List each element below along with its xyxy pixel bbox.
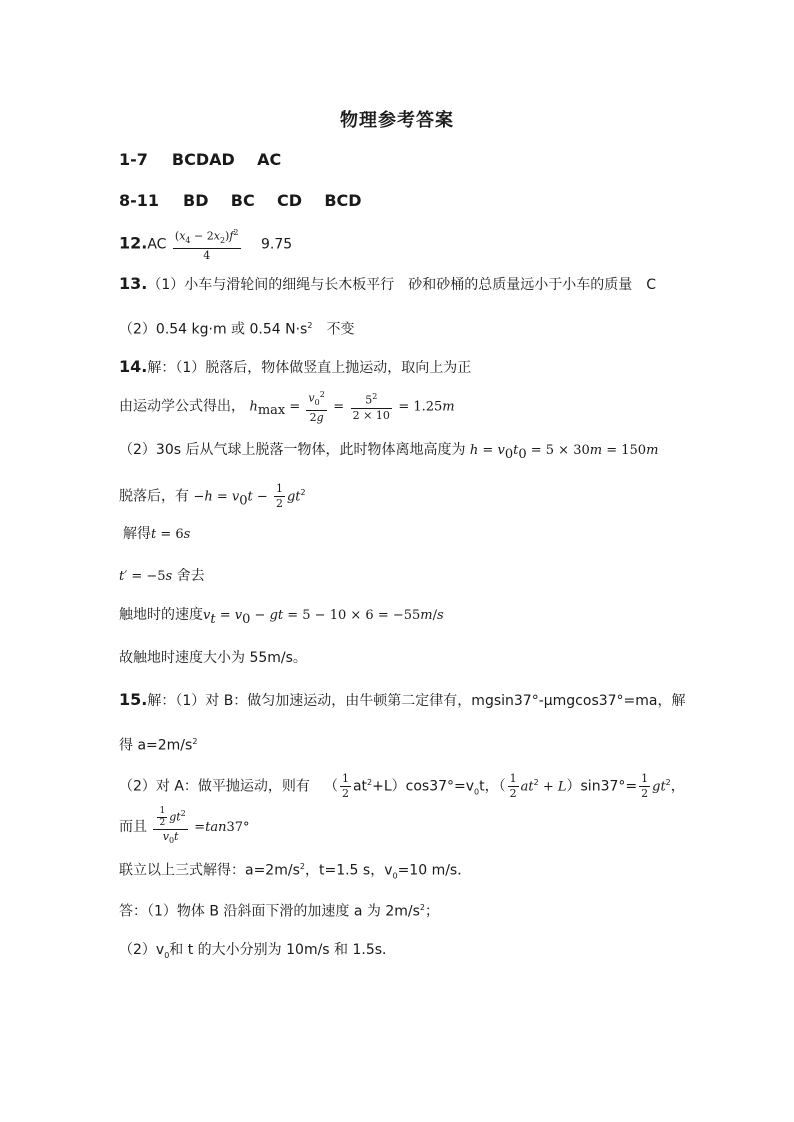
answer-14-line3: （2）30s 后从气球上脱落一物体，此时物体离地高度为 $h = v_0t_0 = 5 \times 30m = 150m$ [119,442,659,462]
formula-fraction: $\frac{1}{2}$ $gt^2$ $v_0t$ [153,806,187,848]
text: +L）cos37°=v [372,778,475,795]
question-label: 13. [119,274,148,293]
text: 砂和砂桶的总质量远小于小车的质量 [408,277,633,293]
text: at [352,778,368,795]
formula-fraction: $\frac{1}{2}$ [509,772,517,801]
text: 故触地时速度大小为 55m/s。 [119,650,307,666]
text: 脱落后，有 [119,488,189,505]
question-label: 8-11 [119,191,160,210]
answer-14-line8 [119,648,307,668]
text: 不变 [326,321,355,338]
text: 和 t 的大小分别为 10m/s 和 1.5s． [169,942,397,958]
text: （2）0.54 kg·m 或 0.54 N·s [119,321,308,338]
answer-14-intro [119,357,471,378]
formula-fraction: $\frac{v_0^2}{2g}$ [308,390,325,424]
answer-15-line4: 而且 $\frac{1}{2}$ $gt^2$ $v_0t$ =tan37° [119,806,250,848]
answer-1-7 [119,150,281,170]
text: ，t=1.5 s，v [304,862,393,879]
question-label: 12. [119,233,148,253]
answer-13-part1 [119,274,656,295]
text: ）sin37°= [566,778,638,795]
answer-14-line4: 脱落后，有 $-h = v_0t$ − $\frac{1}{2}$ $gt^2$ [119,482,306,511]
text: （2）30s 后从气球上脱落一物体，此时物体离地高度为 [119,442,466,458]
answer-value: 9.75 [260,236,293,253]
text: t，（ [479,778,506,795]
answer-15-line6: 答：（1）物体 B 沿斜面下滑的加速度 a 为 $2m/s^2$； [119,903,439,920]
formula-fraction: $\frac{(x_4 - 2x_2)f^2}{4}$ [174,228,239,262]
answer-13-part2: （2）0.54 kg·m 或 0.54 $N\cdot s^2$ 不变 [119,321,355,338]
answer-14-line5: 解得t = 6s [123,526,191,542]
text: 触地时的速度 [119,607,203,623]
formula-fraction: $\frac{1}{2}$ [275,482,283,511]
answer-text: BD BC CD BCD [183,191,362,210]
text: 解：（1）对 B：做匀加速运动，由牛顿第二定律有，mgsin37°-μmgcos37°=ma，解 [147,693,686,709]
text: 解得 [123,526,151,542]
text: 而且 [119,819,147,836]
answer-15-line2: 得 $a=2m/s^2$ [119,737,198,754]
text: （2）v [119,942,165,958]
formula-fraction: $\frac{1}{2}$ [341,772,349,801]
answer-15-line5: 联立以上三式解得：$a=2m/s^2$，t=1.5 s，$v_0=10$ m/s． [119,862,472,881]
answer-prefix: AC [147,236,167,253]
text: 联立以上三式解得：a=2m/s [119,862,300,879]
question-label: 1-7 [119,150,148,169]
answer-14-line7: 触地时的速度$v_t = v_0$ − gt = 5 − 10 × 6 = −55m/s [119,607,444,627]
text: 得 a=2m/s [119,737,193,754]
text: （2）对 A：做平抛运动，则有 [119,778,310,795]
answer-14-line6: t′ = −5s 舍去 [119,568,205,584]
answer-15-line3: （2）对 A：做平抛运动，则有 （ $\frac{1}{2}$ $at^2+L)\cos 37^\circ=v_0t$，（ $\frac{1}{2}$ $at^2 + L)\sin 37^\circ=$ $\frac{1}{2}$ $gt^2$， [119,772,685,801]
text: 解：（1）脱落后，物体做竖直上抛运动，取向上为正 [147,360,472,376]
text: 答：（1）物体 B 沿斜面下滑的加速度 a 为 2m/s [119,903,420,920]
answer-12 [119,226,292,263]
text: C [646,277,657,293]
answer-15-intro [119,690,686,711]
text: （1）小车与滑轮间的细绳与长木板平行 [147,277,395,293]
answer-14-line2: 由运动学公式得出， $h_{max}$ = $\frac{v_0^2}{2g}$ = $\frac{5^2}{2 \times 10}$ = 1.25m [119,390,455,424]
text: ； [425,903,439,920]
formula-fraction: $\frac{5^2}{2 \times 10}$ [352,392,390,422]
answer-8-11 [119,191,362,211]
answer-15-line7: $(2)v_0$和 t 的大小分别为 10m/s 和 1.5s． [119,942,397,960]
question-label: 15. [119,690,148,709]
text: 舍去 [176,568,205,584]
page-title: 物理参考答案 [340,110,454,131]
text: 由运动学公式得出， [119,398,245,415]
answer-text: BCDAD AC [171,150,282,169]
text: =10 m/s． [397,862,472,879]
question-label: 14. [119,357,148,376]
formula-fraction: $\frac{1}{2}$ [641,772,649,801]
